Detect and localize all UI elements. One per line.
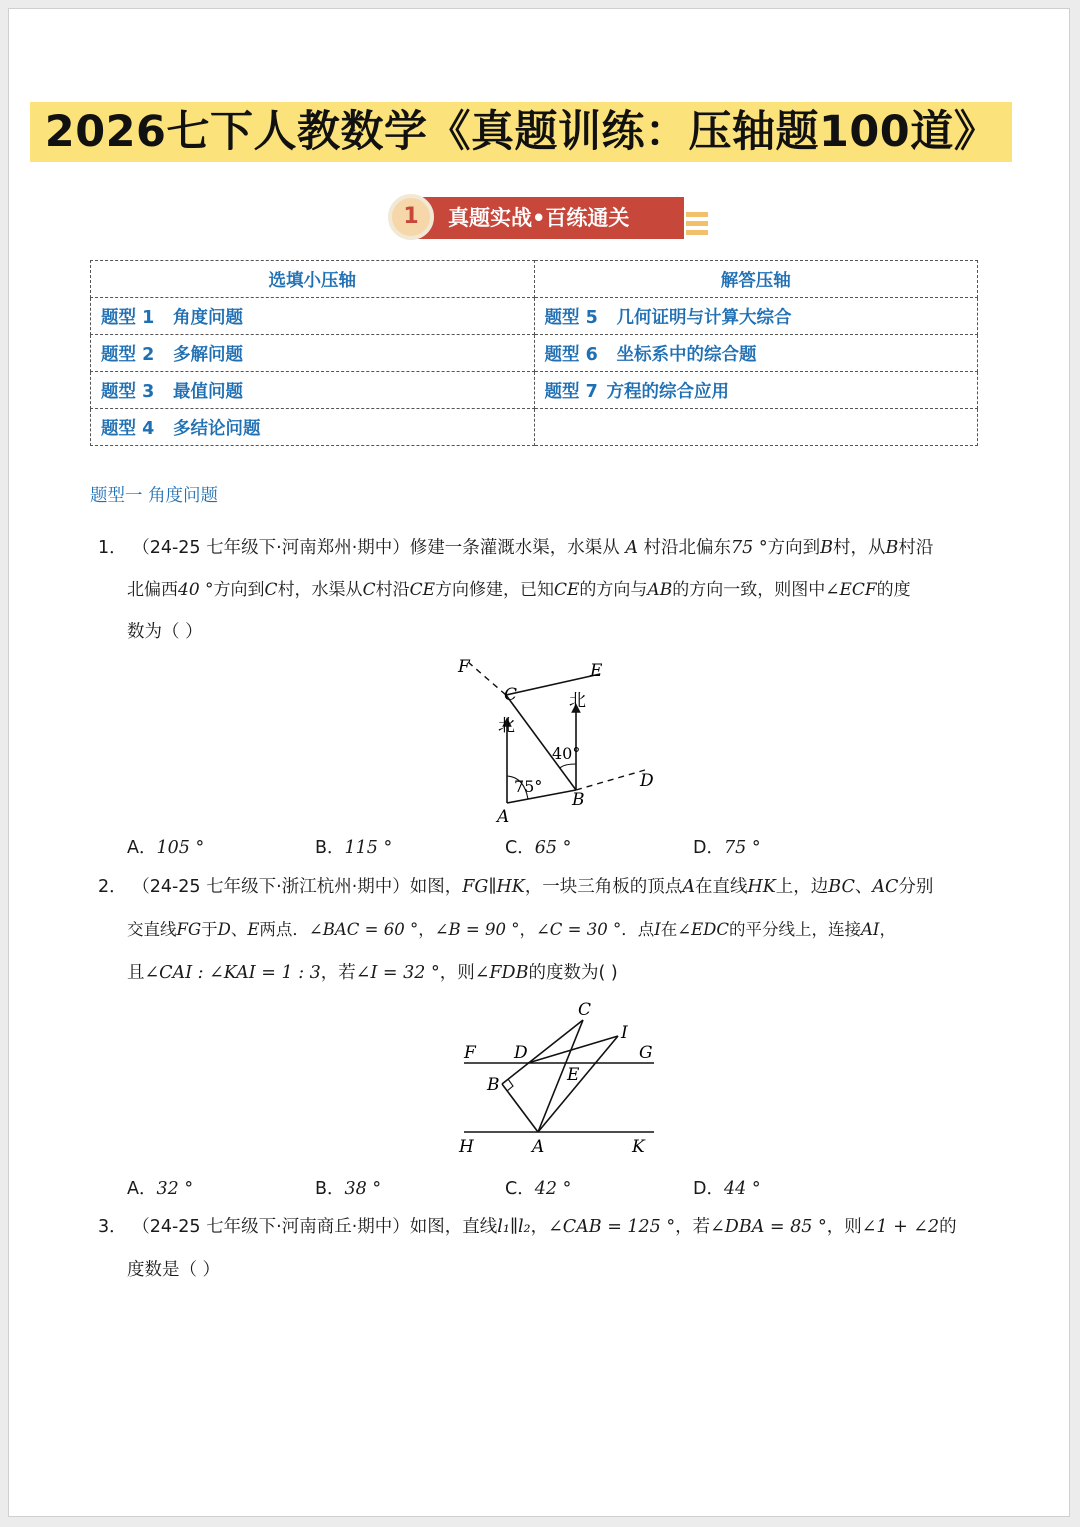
q-math: A [625, 538, 638, 558]
toc-name: 方程的综合应用 [606, 381, 729, 402]
q-math: ∠C = 30 ° [535, 920, 622, 939]
q-text: ，则 [826, 1217, 862, 1237]
q1-option-d[interactable] [693, 834, 761, 859]
q-text: 在直线 [694, 877, 748, 897]
label-a: A [532, 1137, 545, 1157]
toc-name: 几何证明与计算大综合 [616, 307, 792, 328]
toc-item-6[interactable] [534, 335, 978, 372]
label-b: B [487, 1075, 500, 1095]
toc-tag: 题型 2 [101, 344, 155, 365]
toc-tag: 题型 6 [544, 344, 598, 365]
topic-table [90, 260, 978, 446]
q2-option-d[interactable] [693, 1175, 761, 1200]
option-value: 38 ° [344, 1179, 382, 1199]
q-text: 交直线 [127, 920, 177, 939]
badge-stripe [686, 230, 708, 235]
q-math: ∠DBA = 85 ° [710, 1217, 827, 1237]
question-1-line-3: 数为（ ） [127, 622, 203, 642]
label-f: F [458, 657, 470, 677]
segment-di [528, 1036, 618, 1063]
q-text: 且 [127, 963, 145, 983]
q-math: 40 ° [178, 580, 214, 600]
q-math: ∠I = 32 ° [355, 963, 440, 983]
q-text: 村沿 [375, 580, 410, 600]
q-text: 的平分线上，连接 [729, 920, 862, 939]
label-b: B [572, 790, 585, 810]
q-math: l₁∥l₂ [497, 1217, 531, 1237]
label-north-b: 北 [569, 691, 586, 711]
question-2-line-2 [127, 909, 896, 951]
question-number: 2． [98, 877, 127, 897]
label-i: I [621, 1023, 628, 1043]
q-math: AC [872, 877, 899, 897]
q-text: 村沿北偏东 [637, 538, 732, 558]
q-math: ∠ECF [825, 580, 877, 600]
q-math: AI [861, 920, 880, 939]
question-number: 3． [98, 1217, 127, 1237]
label-a: A [497, 807, 510, 827]
q-math: ∠B = 90 ° [434, 920, 520, 939]
label-h: H [459, 1137, 474, 1157]
q2-option-a[interactable] [127, 1175, 193, 1200]
q-math: AB [647, 580, 673, 600]
label-e: E [590, 661, 603, 681]
toc-tag: 题型 3 [101, 381, 155, 402]
q-text: 上，边 [775, 877, 829, 897]
option-value: 65 ° [534, 838, 572, 858]
option-value: 32 ° [156, 1179, 194, 1199]
q-text: ，若 [320, 963, 356, 983]
toc-tag: 题型 7 [544, 381, 598, 402]
q-math: C [362, 580, 376, 600]
toc-name: 坐标系中的综合题 [616, 344, 757, 365]
q-text: 方向到 [767, 538, 821, 558]
q-text: ，若 [675, 1217, 711, 1237]
option-letter: D． [693, 838, 724, 858]
q-text: ， [879, 920, 896, 939]
q-math: HK [747, 877, 776, 897]
label-e: E [567, 1065, 580, 1085]
q-math: E [247, 920, 260, 939]
q-math: ∠BAC = 60 ° [308, 920, 419, 939]
q-math: ∠CAI : ∠KAI = 1 : 3 [144, 963, 321, 983]
ray-bd [576, 770, 645, 790]
q-text: 的方向与 [579, 580, 648, 600]
q-math: B [885, 538, 899, 558]
badge-number: 1 [388, 194, 434, 240]
q-text: 两点． [259, 920, 309, 939]
q-math: FG∥HK [462, 877, 525, 897]
q-math: CE [554, 580, 580, 600]
q-text: ， [418, 920, 435, 939]
q-text: 、 [854, 877, 873, 897]
toc-tag: 题型 1 [101, 307, 155, 328]
toc-right-header: 解答压轴 [534, 261, 978, 298]
toc-item-5[interactable] [534, 298, 978, 335]
label-angle-40: 40° [552, 744, 581, 763]
option-value: 42 ° [534, 1179, 572, 1199]
question-3-line-1 [98, 1206, 957, 1248]
label-c: C [578, 1000, 592, 1020]
badge-stripe [686, 221, 708, 226]
option-value: 115 ° [344, 838, 393, 858]
section-heading: 题型一 角度问题 [90, 486, 219, 506]
q-text: 于 [201, 920, 218, 939]
q-text: 如图，直线 [409, 1217, 498, 1237]
toc-left-header: 选填小压轴 [91, 261, 535, 298]
question-3-line-2: 度数是（ ） [127, 1260, 221, 1280]
q-math: ∠EDC [677, 920, 730, 939]
q-math: BC [828, 877, 855, 897]
q2-option-c[interactable] [505, 1175, 571, 1200]
option-value: 44 ° [723, 1179, 761, 1199]
q-text: 北偏西 [127, 580, 178, 600]
toc-item-2[interactable] [91, 335, 535, 372]
q-text: 修建一条灌溉水渠，水渠从 [409, 538, 626, 558]
option-letter: C． [505, 1179, 535, 1199]
question-2-line-1 [98, 866, 933, 908]
toc-item-3[interactable] [91, 372, 535, 409]
option-letter: B． [315, 838, 345, 858]
q-math: D [217, 920, 231, 939]
q-text: 的方向一致，则图中 [672, 580, 826, 600]
toc-name: 最值问题 [173, 381, 243, 402]
option-value: 105 ° [156, 838, 205, 858]
figure-2 [450, 995, 670, 1165]
q-text: 的 [939, 1217, 957, 1237]
q-text: 方向到 [213, 580, 265, 600]
toc-tag: 题型 4 [101, 418, 155, 439]
label-d: D [514, 1043, 528, 1063]
q-text: ， [519, 920, 536, 939]
toc-tag: 题型 5 [544, 307, 598, 328]
q-text: 村，水渠从 [277, 580, 363, 600]
label-north-a: 北 [498, 716, 515, 736]
question-source: （24-25 七年级下·河南商丘·期中） [132, 1217, 410, 1237]
q-text: ．点 [621, 920, 655, 939]
q-text: 如图， [409, 877, 463, 897]
q-text: 方向修建，已知 [435, 580, 554, 600]
q-text: 村沿 [898, 538, 934, 558]
q-math: FG [176, 920, 202, 939]
toc-item-1[interactable] [91, 298, 535, 335]
label-d: D [640, 771, 654, 791]
question-1-line-2 [127, 569, 911, 611]
q-text: ， [530, 1217, 549, 1237]
question-source: （24-25 七年级下·浙江杭州·期中） [132, 877, 410, 897]
q-math: ∠CAB = 125 ° [548, 1217, 676, 1237]
q1-option-c[interactable] [505, 834, 571, 859]
q-text: 、 [230, 920, 248, 939]
ray-cf [468, 662, 506, 695]
q-math: C [264, 580, 278, 600]
q-math: 75 ° [731, 538, 768, 558]
badge-stripe [686, 212, 708, 217]
q-text: ，一块三角板的顶点 [524, 877, 683, 897]
label-f: F [464, 1043, 476, 1063]
question-1-line-1 [98, 527, 933, 569]
toc-item-4[interactable] [91, 409, 535, 446]
angle-arc-40 [560, 764, 576, 768]
question-2-line-3 [127, 952, 618, 994]
q-text: 分别 [898, 877, 934, 897]
option-value: 75 ° [723, 838, 761, 858]
q1-option-a[interactable] [127, 834, 204, 859]
toc-item-7[interactable] [534, 372, 978, 409]
toc-name: 多结论问题 [173, 418, 261, 439]
label-k: K [632, 1137, 645, 1157]
q-text: ，则 [439, 963, 475, 983]
q-text: 的度数为( ) [528, 963, 618, 983]
q-math: ∠1 + ∠2 [861, 1217, 940, 1237]
q-text: 在 [660, 920, 678, 939]
question-number: 1． [98, 538, 127, 558]
option-letter: A． [127, 838, 157, 858]
section-badge [388, 190, 708, 246]
toc-empty-cell [534, 409, 978, 446]
segment-cb [506, 695, 576, 790]
q-text: 的度 [876, 580, 911, 600]
badge-text: 真题实战•百练通关 [448, 206, 630, 230]
option-letter: C． [505, 838, 535, 858]
question-source: （24-25 七年级下·河南郑州·期中） [132, 538, 410, 558]
toc-name: 角度问题 [173, 307, 243, 328]
q1-option-b[interactable] [315, 834, 392, 859]
q2-option-b[interactable] [315, 1175, 381, 1200]
figure-1 [440, 650, 680, 830]
right-angle-mark [507, 1079, 513, 1091]
option-letter: D． [693, 1179, 724, 1199]
label-g: G [639, 1043, 653, 1063]
label-angle-75: 75° [514, 777, 543, 796]
q-math: I [654, 920, 661, 939]
toc-name: 多解问题 [173, 344, 243, 365]
option-letter: B． [315, 1179, 345, 1199]
q-math: CE [409, 580, 435, 600]
q-math: ∠FDB [474, 963, 529, 983]
label-c: C [504, 685, 518, 705]
option-letter: A． [127, 1179, 157, 1199]
q-math: B [820, 538, 833, 558]
q-text: 村，从 [833, 538, 886, 558]
q-math: A [682, 877, 695, 897]
page-title: 2026七下人教数学《真题训练：压轴题100道》 [44, 107, 998, 157]
